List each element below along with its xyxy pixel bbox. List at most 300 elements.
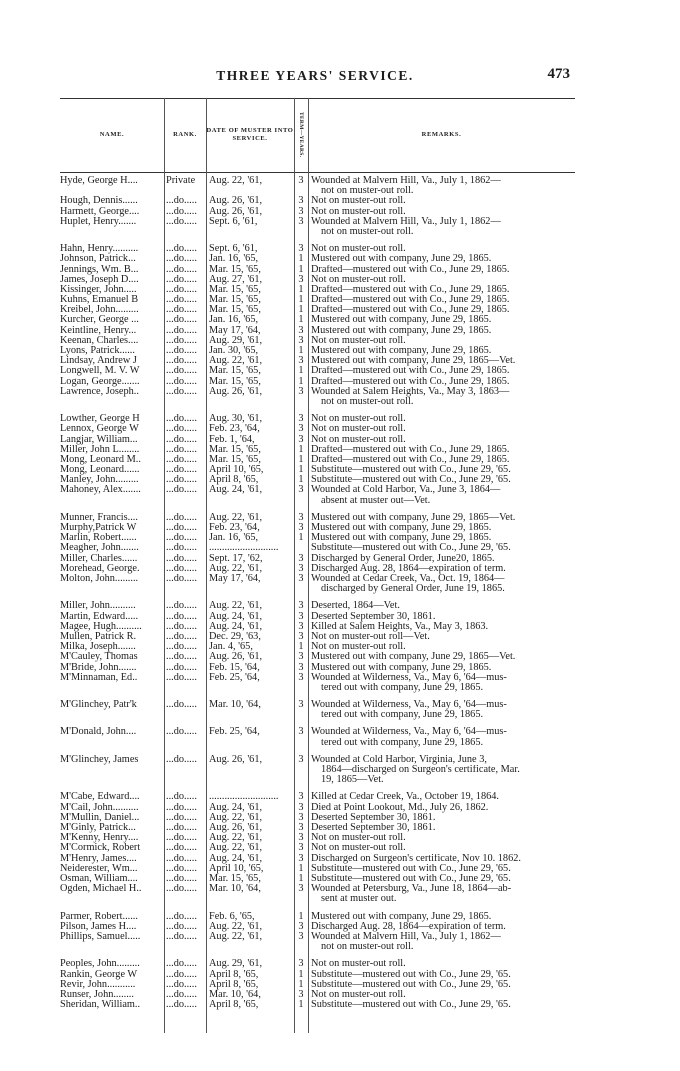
- muster-date-cell: May 17, '64,: [209, 325, 261, 336]
- muster-date-cell: Sept. 17, '62,: [209, 553, 263, 564]
- remark-line: Mustered out with company, June 29, 1865—Vet.: [311, 652, 516, 663]
- term-cell: 3: [298, 215, 304, 227]
- muster-date-cell: Mar. 15, '65,: [209, 444, 261, 455]
- table-row: [60, 513, 575, 523]
- term-cell: 1: [298, 978, 304, 990]
- remark-line: Wounded at Cold Harbor, Va., June 3, 1864—: [311, 485, 501, 496]
- soldier-name: Osman, William....: [60, 873, 138, 884]
- soldier-name: M'Mullin, Daniel...: [60, 812, 140, 823]
- muster-date-cell: Aug. 24, '61,: [209, 621, 263, 632]
- remark-line: Discharged Aug. 28, 1864—expiration of term.: [311, 563, 506, 574]
- running-title: THREE YEARS' SERVICE.: [216, 68, 414, 83]
- muster-date-cell: Aug. 22, '61,: [209, 931, 263, 942]
- term-cell: 3: [298, 651, 304, 663]
- remark-line: tered out with company, June 29, 1865.: [321, 737, 484, 748]
- table-row: [60, 612, 575, 622]
- remark-line: Deserted, 1864—Vet.: [311, 601, 400, 612]
- term-cell: 3: [298, 552, 304, 564]
- rank-cell: ...do.....: [166, 254, 197, 265]
- table-row: [60, 244, 575, 254]
- rank-cell: ...do.....: [166, 523, 197, 534]
- soldier-name: Jennings, Wm. B...: [60, 264, 139, 275]
- term-cell: 3: [298, 753, 304, 765]
- muster-date-cell: Aug. 26, '61,: [209, 206, 263, 217]
- term-cell: 1: [298, 862, 304, 874]
- term-cell: 3: [298, 822, 304, 834]
- remark-line: tered out with company, June 29, 1865.: [321, 710, 484, 721]
- rank-cell: ...do.....: [166, 376, 197, 387]
- muster-date-cell: April 10, '65,: [209, 863, 264, 874]
- remark-line: Not on muster-out roll.: [311, 833, 406, 844]
- soldier-name: Hough, Dennis......: [60, 196, 138, 207]
- soldier-name: Hyde, George H....: [60, 176, 138, 186]
- table-row: [60, 959, 575, 969]
- rank-cell: ...do.....: [166, 533, 197, 544]
- table-row: [60, 285, 575, 295]
- soldier-name: Hahn, Henry..........: [60, 244, 139, 255]
- rank-cell: ...do.....: [166, 563, 197, 574]
- soldier-name: Kreibel, John.........: [60, 305, 139, 316]
- term-cell: 3: [298, 511, 304, 523]
- soldier-name: Kurcher, George ...: [60, 315, 139, 326]
- term-cell: 3: [298, 205, 304, 217]
- rank-cell: ...do.....: [166, 295, 197, 306]
- soldier-name: Murphy,Patrick W: [60, 523, 137, 534]
- remark-line: Drafted—mustered out with Co., June 29, 1865.: [311, 295, 510, 306]
- muster-date-cell: Mar. 15, '65,: [209, 295, 261, 306]
- column-header-term: [294, 98, 308, 172]
- term-cell: 1: [298, 999, 304, 1011]
- table-row: [60, 792, 575, 802]
- remark-line: Died at Point Lookout, Md., July 26, 1862.: [311, 802, 489, 813]
- remark-line: Wounded at Wilderness, Va., May 6, '64—mus-: [311, 727, 507, 738]
- remark-line: Wounded at Petersburg, Va., June 18, 1864—ab-: [311, 884, 512, 895]
- muster-date-cell: Mar. 15, '65,: [209, 264, 261, 275]
- term-cell: 3: [298, 832, 304, 844]
- remark-line: Drafted—mustered out with Co., June 29, 1865.: [311, 264, 510, 275]
- remark-line: Not on muster-out roll.: [311, 434, 406, 445]
- rank-cell: ...do.....: [166, 543, 197, 554]
- soldier-name: Mahoney, Alex.......: [60, 485, 141, 496]
- table-row: [60, 663, 575, 673]
- table-row: [60, 543, 575, 553]
- muster-date-cell: April 10, '65,: [209, 465, 264, 476]
- remark-line: Not on muster-out roll—Vet.: [311, 631, 430, 642]
- column-header-date: DATE OF MUSTER INTO SERVICE.: [206, 127, 294, 142]
- term-cell: 1: [298, 365, 304, 377]
- muster-date-cell: Aug. 22, '61,: [209, 833, 263, 844]
- muster-date-cell: Aug. 26, '61,: [209, 386, 263, 397]
- soldier-name: Harmett, George....: [60, 206, 140, 217]
- rank-cell: ...do.....: [166, 802, 197, 813]
- rank-cell: ...do.....: [166, 652, 197, 663]
- muster-roll-table: [60, 98, 575, 1033]
- muster-date-cell: Aug. 24, '61,: [209, 611, 263, 622]
- term-cell: 3: [298, 355, 304, 367]
- term-cell: 1: [298, 464, 304, 476]
- table-row: [60, 207, 575, 217]
- table-row: [60, 485, 575, 505]
- muster-date-cell: Aug. 26, '61,: [209, 652, 263, 663]
- remark-line: Substitute—mustered out with Co., June 29, '65.: [311, 969, 511, 980]
- term-cell: 3: [298, 883, 304, 895]
- rank-cell: ...do.....: [166, 873, 197, 884]
- remark-line: Wounded at Wilderness, Va., May 6, '64—mus-: [311, 700, 507, 711]
- soldier-name: M'Cauley, Thomas: [60, 652, 138, 663]
- soldier-name: Mullen, Patrick R.: [60, 631, 137, 642]
- table-row: [60, 346, 575, 356]
- page-number: 473: [547, 66, 570, 82]
- table-row: [60, 755, 575, 786]
- rank-cell: ...do.....: [166, 196, 197, 207]
- table-row: [60, 275, 575, 285]
- muster-date-cell: Jan. 4, '65,: [209, 642, 253, 653]
- rank-cell: ...do.....: [166, 346, 197, 357]
- remark-line: Mustered out with company, June 29, 1865.: [311, 325, 492, 336]
- header-bottom-rule: [60, 172, 575, 173]
- soldier-name: Lindsay, Andrew J: [60, 356, 137, 367]
- table-row: [60, 254, 575, 264]
- soldier-name: Huplet, Henry.......: [60, 216, 137, 227]
- term-cell: 3: [298, 958, 304, 970]
- remark-line: Killed at Cedar Creek, Va., October 19, 1864.: [311, 792, 499, 803]
- table-row: [60, 884, 575, 904]
- rank-cell: ...do.....: [166, 386, 197, 397]
- soldier-name: M'Bride, John.......: [60, 662, 137, 673]
- rank-cell: ...do.....: [166, 642, 197, 653]
- table-row: [60, 874, 575, 884]
- soldier-name: Lawrence, Joseph..: [60, 386, 139, 397]
- soldier-name: Milka, Joseph.......: [60, 642, 136, 653]
- table-row: [60, 813, 575, 823]
- term-cell: 3: [298, 671, 304, 683]
- remark-line: Substitute—mustered out with Co., June 29, '65.: [311, 873, 511, 884]
- table-row: [60, 377, 575, 387]
- rank-cell: ...do.....: [166, 274, 197, 285]
- muster-date-cell: Feb. 25, '64,: [209, 727, 260, 738]
- rank-cell: ...do.....: [166, 366, 197, 377]
- table-row: [60, 326, 575, 336]
- remark-line: Substitute—mustered out with Co., June 29, '65.: [311, 1000, 511, 1011]
- table-row: [60, 601, 575, 611]
- term-cell: 3: [298, 620, 304, 632]
- rank-cell: Private: [166, 176, 196, 186]
- soldier-name: Manley, John.........: [60, 475, 139, 486]
- muster-date-cell: Mar. 15, '65,: [209, 284, 261, 295]
- remark-line: not on muster-out roll.: [321, 396, 414, 407]
- soldier-name: Neiderester, Wm...: [60, 863, 138, 874]
- muster-date-cell: Sept. 6, '61,: [209, 216, 258, 227]
- table-row: [60, 912, 575, 922]
- remark-line: Killed at Salem Heights, Va., May 3, 1863.: [311, 621, 489, 632]
- muster-date-cell: Aug. 24, '61,: [209, 802, 263, 813]
- table-row: [60, 642, 575, 652]
- term-cell: 3: [298, 699, 304, 711]
- term-cell: 1: [298, 872, 304, 884]
- muster-date-cell: Aug. 29, '61,: [209, 335, 263, 346]
- soldier-name: Keintline, Henry...: [60, 325, 137, 336]
- term-cell: 1: [298, 532, 304, 544]
- remark-line: Deserted September 30, 1861.: [311, 823, 436, 834]
- remark-line: Mustered out with company, June 29, 1865.: [311, 346, 492, 357]
- table-row: [60, 265, 575, 275]
- term-cell: 3: [298, 811, 304, 823]
- soldier-name: Kuhns, Emanuel B: [60, 295, 139, 306]
- remark-line: Substitute—mustered out with Co., June 29, '65.: [311, 543, 511, 554]
- soldier-name: Pilson, James H....: [60, 921, 137, 932]
- rank-cell: ...do.....: [166, 884, 197, 895]
- remark-line: Drafted—mustered out with Co., June 29, 1865.: [311, 444, 510, 455]
- term-cell: 3: [298, 334, 304, 346]
- term-cell: 1: [298, 345, 304, 357]
- table-row: [60, 970, 575, 980]
- soldier-name: M'Kenny, Henry....: [60, 833, 139, 844]
- rank-cell: ...do.....: [166, 931, 197, 942]
- muster-date-cell: Aug. 26, '61,: [209, 754, 263, 765]
- term-cell: 3: [298, 273, 304, 285]
- rank-cell: ...do.....: [166, 601, 197, 612]
- remark-line: Mustered out with company, June 29, 1865.: [311, 911, 492, 922]
- remark-line: discharged by General Order, June 19, 1865.: [321, 584, 505, 595]
- rank-cell: ...do.....: [166, 244, 197, 255]
- table-row: [60, 574, 575, 594]
- remark-line: Discharged by General Order, June20, 1865.: [311, 553, 495, 564]
- soldier-name: M'Minnaman, Ed..: [60, 672, 138, 683]
- rank-cell: ...do.....: [166, 631, 197, 642]
- soldier-name: Miller, John L........: [60, 444, 140, 455]
- term-cell: 3: [298, 920, 304, 932]
- soldier-name: Parmer, Robert......: [60, 911, 138, 922]
- remark-line: tered out with company, June 29, 1865.: [321, 682, 484, 693]
- table-row: [60, 854, 575, 864]
- rank-cell: ...do.....: [166, 356, 197, 367]
- table-row: [60, 864, 575, 874]
- remark-line: Mustered out with company, June 29, 1865.: [311, 254, 492, 265]
- table-row: [60, 315, 575, 325]
- table-row: [60, 475, 575, 485]
- muster-date-cell: Mar. 10, '64,: [209, 989, 261, 1000]
- soldier-name: Molton, John.........: [60, 574, 139, 584]
- muster-date-cell: Feb. 23, '64,: [209, 424, 260, 435]
- remark-line: Mustered out with company, June 29, 1865—Vet.: [311, 356, 516, 367]
- muster-date-cell: Aug. 22, '61,: [209, 356, 263, 367]
- rank-cell: ...do.....: [166, 921, 197, 932]
- rank-cell: ...do.....: [166, 454, 197, 465]
- muster-date-cell: Aug. 24, '61,: [209, 853, 263, 864]
- remark-line: Mustered out with company, June 29, 1865.: [311, 533, 492, 544]
- rank-cell: ...do.....: [166, 611, 197, 622]
- term-cell: 1: [298, 263, 304, 275]
- rank-cell: ...do.....: [166, 553, 197, 564]
- rank-cell: ...do.....: [166, 264, 197, 275]
- remark-line: absent at muster out—Vet.: [321, 495, 431, 506]
- table-row: [60, 445, 575, 455]
- soldier-name: Magee, Hugh..........: [60, 621, 142, 632]
- table-body: [60, 176, 575, 1010]
- term-cell: 3: [298, 484, 304, 496]
- remark-line: Substitute—mustered out with Co., June 29, '65.: [311, 465, 511, 476]
- rank-cell: ...do.....: [166, 206, 197, 217]
- rank-cell: ...do.....: [166, 475, 197, 486]
- term-cell: 3: [298, 661, 304, 673]
- table-row: [60, 980, 575, 990]
- soldier-name: Johnson, Patrick...: [60, 254, 136, 265]
- muster-date-cell: April 8, '65,: [209, 979, 259, 990]
- rank-cell: ...do.....: [166, 853, 197, 864]
- muster-date-cell: Aug. 22, '61,: [209, 563, 263, 574]
- muster-date-cell: Jan. 16, '65,: [209, 533, 259, 544]
- remark-line: Substitute—mustered out with Co., June 29, '65.: [311, 863, 511, 874]
- table-row: [60, 727, 575, 747]
- remark-line: Discharged on Surgeon's certificate, Nov 10. 1862.: [311, 853, 521, 864]
- muster-date-cell: Mar. 15, '65,: [209, 366, 261, 377]
- remark-line: Not on muster-out roll.: [311, 196, 406, 207]
- remark-line: Drafted—mustered out with Co., June 29, 1865.: [311, 376, 510, 387]
- muster-date-cell: Mar. 15, '65,: [209, 873, 261, 884]
- term-cell: 3: [298, 988, 304, 1000]
- remark-line: Not on muster-out roll.: [311, 206, 406, 217]
- soldier-name: Kissinger, John.....: [60, 284, 137, 295]
- soldier-name: M'Cabe, Edward....: [60, 792, 140, 803]
- muster-date-cell: Feb. 23, '64,: [209, 523, 260, 534]
- rank-cell: ...do.....: [166, 823, 197, 834]
- remark-line: Wounded at Cedar Creek, Va., Oct. 19, 1864—: [311, 574, 505, 584]
- remark-line: Not on muster-out roll.: [311, 843, 406, 854]
- term-cell: 1: [298, 968, 304, 980]
- table-row: [60, 336, 575, 346]
- soldier-name: Keenan, Charles....: [60, 335, 139, 346]
- soldier-name: Phillips, Samuel.....: [60, 931, 141, 942]
- soldier-name: M'Henry, James....: [60, 853, 137, 864]
- term-cell: 3: [298, 726, 304, 738]
- rank-cell: ...do.....: [166, 315, 197, 326]
- soldier-name: Miller, John..........: [60, 601, 136, 612]
- table-row: [60, 932, 575, 952]
- muster-date-cell: Aug. 22, '61,: [209, 601, 263, 612]
- remark-line: Not on muster-out roll.: [311, 414, 406, 425]
- table-row: [60, 435, 575, 445]
- term-cell: 1: [298, 314, 304, 326]
- soldier-name: Lowther, George H: [60, 414, 140, 425]
- rank-cell: ...do.....: [166, 335, 197, 346]
- table-row: [60, 295, 575, 305]
- muster-date-cell: April 8, '65,: [209, 1000, 259, 1011]
- remark-line: Mustered out with company, June 29, 1865.: [311, 315, 492, 326]
- term-cell: 1: [298, 443, 304, 455]
- term-cell: 1: [298, 453, 304, 465]
- muster-date-cell: Mar. 15, '65,: [209, 454, 261, 465]
- rank-cell: ...do.....: [166, 621, 197, 632]
- rank-cell: ...do.....: [166, 700, 197, 711]
- soldier-name: Peoples, John.........: [60, 959, 140, 970]
- term-cell: 1: [298, 474, 304, 486]
- table-row: [60, 652, 575, 662]
- muster-date-cell: Aug. 24, '61,: [209, 485, 263, 496]
- muster-date-cell: April 8, '65,: [209, 969, 259, 980]
- soldier-name: Meagher, John.......: [60, 543, 139, 554]
- rank-cell: ...do.....: [166, 444, 197, 455]
- table-row: [60, 990, 575, 1000]
- rank-cell: ...do.....: [166, 989, 197, 1000]
- term-cell: 3: [298, 852, 304, 864]
- term-cell: 1: [298, 910, 304, 922]
- soldier-name: M'Cail, John..........: [60, 802, 139, 813]
- term-cell: 3: [298, 413, 304, 425]
- muster-date-cell: Mar. 10, '64,: [209, 884, 261, 895]
- remark-line: Not on muster-out roll.: [311, 642, 406, 653]
- rank-cell: ...do.....: [166, 754, 197, 765]
- column-header-term-label: TERM—YEARS.: [298, 112, 304, 158]
- term-cell: 3: [298, 610, 304, 622]
- table-row: [60, 833, 575, 843]
- remark-line: Deserted September 30, 1861.: [311, 812, 436, 823]
- remark-line: Discharged Aug. 28, 1864—expiration of term.: [311, 921, 506, 932]
- table-row: [60, 366, 575, 376]
- soldier-name: Rankin, George W: [60, 969, 138, 980]
- remark-line: Not on muster-out roll.: [311, 335, 406, 346]
- muster-date-cell: Aug. 29, '61,: [209, 959, 263, 970]
- soldier-name: Longwell, M. V. W: [60, 366, 140, 377]
- soldier-name: Logan, George.......: [60, 376, 140, 387]
- soldier-name: M'Donald, John....: [60, 727, 137, 738]
- rank-cell: ...do.....: [166, 485, 197, 496]
- rank-cell: ...do.....: [166, 843, 197, 854]
- page-header: [60, 68, 570, 88]
- column-header-name: NAME.: [99, 131, 125, 138]
- soldier-name: Langjar, William...: [60, 434, 138, 445]
- term-cell: 1: [298, 294, 304, 306]
- rank-cell: ...do.....: [166, 325, 197, 336]
- soldier-name: Revir, John...........: [60, 979, 136, 990]
- remark-line: Wounded at Cold Harbor, Virginia, June 3,: [311, 754, 487, 765]
- soldier-name: Mong, Leonard......: [60, 465, 140, 476]
- term-cell: 1: [298, 641, 304, 653]
- muster-date-cell: Jan. 30, '65,: [209, 346, 259, 357]
- remark-line: Drafted—mustered out with Co., June 29, 1865.: [311, 284, 510, 295]
- muster-date-cell: Aug. 22, '61,: [209, 176, 263, 186]
- term-cell: 3: [298, 801, 304, 813]
- table-row: [60, 217, 575, 237]
- soldier-name: Mong, Leonard M..: [60, 454, 141, 465]
- term-cell: 1: [298, 283, 304, 295]
- remark-line: Not on muster-out roll.: [311, 274, 406, 285]
- soldier-name: M'Glinchey, Patr'k: [60, 700, 137, 711]
- muster-date-cell: Aug. 22, '61,: [209, 921, 263, 932]
- muster-date-cell: Mar. 15, '65,: [209, 376, 261, 387]
- soldier-name: Morehead, George.: [60, 563, 140, 574]
- term-cell: 3: [298, 573, 304, 584]
- muster-date-cell: ...........................: [209, 792, 279, 803]
- table-row: [60, 424, 575, 434]
- remark-line: Drafted—mustered out with Co., June 29, 1865.: [311, 366, 510, 377]
- remark-line: Substitute—mustered out with Co., June 29, '65.: [311, 475, 511, 486]
- muster-date-cell: Sept. 6, '61,: [209, 244, 258, 255]
- rank-cell: ...do.....: [166, 812, 197, 823]
- muster-date-cell: Feb. 6, '65,: [209, 911, 255, 922]
- rank-cell: ...do.....: [166, 662, 197, 673]
- table-row: [60, 414, 575, 424]
- remark-line: Deserted September 30, 1861.: [311, 611, 436, 622]
- muster-date-cell: ...........................: [209, 543, 279, 554]
- muster-date-cell: Mar. 15, '65,: [209, 305, 261, 316]
- table-row: [60, 564, 575, 574]
- soldier-name: M'Ginly, Patrick...: [60, 823, 136, 834]
- muster-date-cell: Aug. 22, '61,: [209, 512, 263, 523]
- remark-line: Not on muster-out roll.: [311, 989, 406, 1000]
- term-cell: 3: [298, 324, 304, 336]
- table-row: [60, 533, 575, 543]
- remark-line: Wounded at Malvern Hill, Va., July 1, 1862—: [311, 931, 501, 942]
